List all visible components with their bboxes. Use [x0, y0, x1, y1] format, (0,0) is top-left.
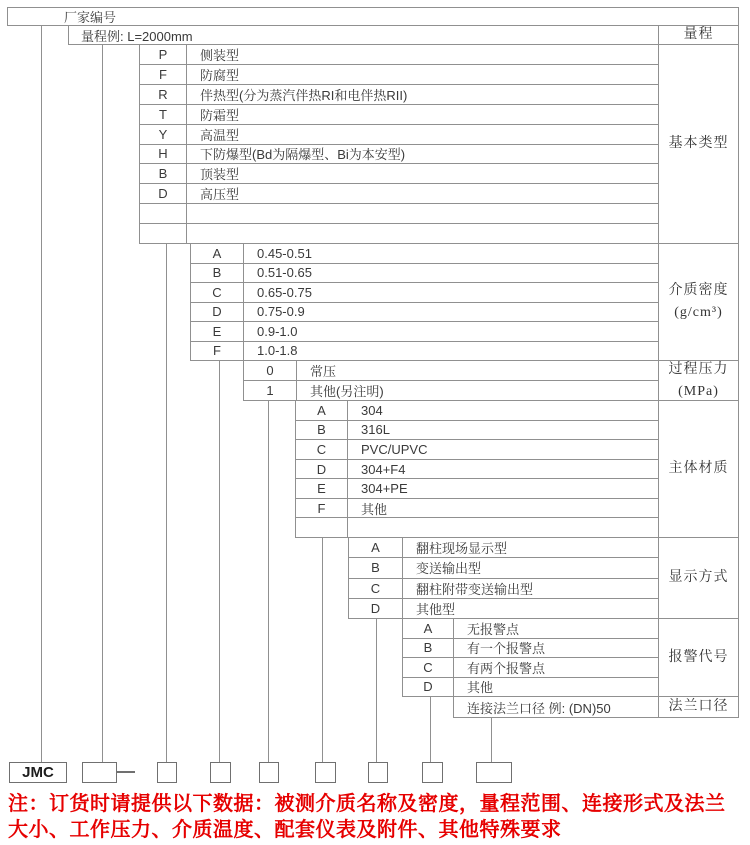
basic-type-description: 侧装型	[200, 47, 240, 63]
basic-type-code	[140, 224, 187, 243]
medium-density-code: B	[191, 264, 244, 283]
category-label-text: 显示方式	[668, 570, 729, 585]
basic-type-row	[140, 45, 658, 65]
medium-density-row	[191, 283, 658, 303]
display-mode-code: C	[349, 579, 403, 598]
alarm-code-code: A	[403, 619, 454, 638]
connector-line-1	[41, 25, 42, 762]
basic-type-description: 高温型	[200, 127, 240, 143]
connector-line-7	[376, 618, 377, 762]
basic-type-row	[140, 85, 658, 105]
connector-line-4	[219, 360, 220, 762]
connector-line-6	[322, 537, 323, 762]
basic-type-row	[140, 65, 658, 85]
basic-type-description	[187, 204, 658, 223]
body-material-code: B	[296, 421, 348, 440]
category-label-text: (MPa)	[678, 383, 719, 399]
category-label-alarm	[658, 618, 739, 697]
medium-density-description: 1.0-1.8	[257, 343, 298, 359]
basic-type-row	[140, 204, 658, 224]
connector-line-2	[102, 44, 103, 762]
display-mode-row	[349, 558, 658, 578]
code-box-material	[315, 762, 336, 783]
body-material-description: 304	[361, 402, 383, 418]
block-body-material	[295, 400, 659, 538]
medium-density-code: E	[191, 322, 244, 341]
process-pressure-description: 常压	[310, 364, 337, 379]
alarm-code-description: 无报警点	[467, 621, 520, 637]
category-label-flange	[658, 696, 739, 718]
block-process-pressure	[243, 360, 659, 401]
basic-type-row	[140, 164, 658, 184]
connector-line-9	[491, 717, 492, 762]
code-box-alarm	[422, 762, 443, 783]
alarm-code-code: C	[403, 658, 454, 677]
model-prefix-box: JMC	[9, 762, 67, 783]
code-box-flange	[476, 762, 512, 783]
basic-type-code: Y	[140, 125, 187, 144]
body-material-code	[296, 518, 348, 537]
alarm-code-row	[403, 619, 658, 639]
basic-type-description: 防霜型	[200, 107, 240, 123]
body-material-description: 304+PE	[361, 481, 408, 497]
block-display-mode	[348, 537, 659, 619]
medium-density-row	[191, 244, 658, 264]
display-mode-description: 翻柱现场显示型	[416, 541, 508, 557]
range-example-label: 量程例: L=2000mm	[81, 28, 193, 44]
basic-type-row	[140, 184, 658, 204]
category-label-basic	[658, 44, 739, 244]
body-material-row	[296, 440, 658, 460]
medium-density-row	[191, 303, 658, 323]
body-material-description: 其他	[361, 501, 388, 517]
connector-line-8	[430, 696, 431, 762]
basic-type-code: R	[140, 85, 187, 104]
basic-type-code: B	[140, 164, 187, 183]
body-material-code: D	[296, 460, 348, 479]
body-material-code: E	[296, 479, 348, 498]
body-material-row	[296, 518, 658, 537]
basic-type-description: 顶装型	[200, 167, 240, 183]
basic-type-description: 高压型	[200, 187, 240, 203]
basic-type-description: 下防爆型(Bd为隔爆型、Bi为本安型)	[200, 147, 406, 163]
basic-type-code: P	[140, 45, 187, 64]
basic-type-code: F	[140, 65, 187, 84]
connector-line-3	[166, 243, 167, 762]
display-mode-description: 翻柱附带变送输出型	[416, 581, 534, 597]
body-material-row	[296, 479, 658, 499]
display-mode-description: 变送输出型	[416, 561, 482, 577]
category-label-text: 法兰口径	[668, 699, 729, 714]
category-label-range	[658, 25, 739, 45]
medium-density-row	[191, 342, 658, 361]
process-pressure-row	[244, 381, 658, 400]
alarm-code-row	[403, 658, 658, 678]
category-label-text: 报警代号	[668, 649, 729, 665]
body-material-row	[296, 401, 658, 421]
medium-density-description: 0.75-0.9	[257, 304, 305, 320]
body-material-code: F	[296, 499, 348, 518]
order-note	[8, 791, 748, 843]
process-pressure-description: 其他(另注明)	[310, 384, 384, 399]
medium-density-code: C	[191, 283, 244, 302]
basic-type-row	[140, 145, 658, 165]
basic-type-description: 伴热型(分为蒸汽伴热RI和电伴热RII)	[200, 87, 408, 103]
display-mode-code: A	[349, 538, 403, 557]
category-label-density	[658, 243, 739, 361]
category-label-text: 基本类型	[668, 136, 729, 151]
flange-size-row	[453, 696, 659, 718]
alarm-code-description: 有一个报警点	[467, 641, 546, 657]
medium-density-description: 0.45-0.51	[257, 245, 312, 261]
body-material-description: 316L	[361, 422, 390, 438]
medium-density-description: 0.51-0.65	[257, 265, 312, 281]
medium-density-row	[191, 322, 658, 342]
body-material-code: C	[296, 440, 348, 459]
display-mode-code: B	[349, 558, 403, 577]
category-label-text: 量程	[683, 27, 714, 42]
model-code-separator	[116, 771, 135, 773]
display-mode-code: D	[349, 599, 403, 618]
category-label-text: (g/cm³)	[674, 305, 723, 320]
body-material-description	[348, 518, 658, 537]
category-label-text: 介质密度	[668, 283, 729, 298]
alarm-code-code: D	[403, 678, 454, 697]
connector-line-5	[268, 400, 269, 762]
basic-type-row	[140, 224, 658, 243]
process-pressure-code: 1	[244, 381, 297, 400]
display-mode-row	[349, 538, 658, 558]
medium-density-code: D	[191, 303, 244, 322]
order-note-line-1: 注：订货时请提供以下数据：被测介质名称及密度，量程范围、连接形式及法兰	[8, 793, 726, 815]
display-mode-description: 其他型	[416, 601, 456, 617]
category-label-material	[658, 400, 739, 538]
basic-type-code: H	[140, 145, 187, 164]
block-medium-density	[190, 243, 659, 361]
code-box-pressure	[259, 762, 279, 783]
basic-type-row	[140, 125, 658, 145]
body-material-row	[296, 499, 658, 519]
category-label-pressure	[658, 360, 739, 401]
code-box-basic-type	[157, 762, 177, 783]
range-example-row	[68, 25, 659, 45]
alarm-code-row	[403, 678, 658, 697]
alarm-code-description: 其他	[467, 680, 494, 696]
order-note-line-2: 大小、工作压力、介质温度、配套仪表及附件、其他特殊要求	[8, 819, 562, 841]
manufacturer-number-label: 厂家编号	[64, 10, 117, 25]
medium-density-code: A	[191, 244, 244, 263]
basic-type-code: D	[140, 184, 187, 203]
display-mode-row	[349, 599, 658, 618]
body-material-code: A	[296, 401, 348, 420]
medium-density-row	[191, 264, 658, 284]
code-box-display	[368, 762, 388, 783]
basic-type-code: T	[140, 105, 187, 124]
alarm-code-code: B	[403, 639, 454, 658]
basic-type-code	[140, 204, 187, 223]
block-basic-type	[139, 44, 659, 244]
medium-density-description: 0.65-0.75	[257, 284, 312, 300]
flange-size-label: 连接法兰口径 例: (DN)50	[467, 700, 611, 716]
body-material-description: 304+F4	[361, 461, 406, 477]
code-box-density	[210, 762, 231, 783]
basic-type-description	[187, 224, 658, 243]
body-material-row	[296, 421, 658, 441]
medium-density-code: F	[191, 342, 244, 361]
alarm-code-description: 有两个报警点	[467, 660, 546, 676]
basic-type-row	[140, 105, 658, 125]
category-label-text: 主体材质	[668, 461, 729, 476]
alarm-code-row	[403, 639, 658, 659]
process-pressure-row	[244, 361, 658, 381]
process-pressure-code: 0	[244, 361, 297, 380]
category-label-text: 过程压力	[668, 361, 729, 377]
body-material-row	[296, 460, 658, 480]
category-label-display	[658, 537, 739, 619]
code-box-range	[82, 762, 117, 783]
body-material-description: PVC/UPVC	[361, 441, 428, 457]
manufacturer-number-row	[7, 7, 739, 26]
block-alarm-code	[402, 618, 659, 697]
display-mode-row	[349, 579, 658, 599]
basic-type-description: 防腐型	[200, 67, 240, 83]
medium-density-description: 0.9-1.0	[257, 323, 298, 339]
